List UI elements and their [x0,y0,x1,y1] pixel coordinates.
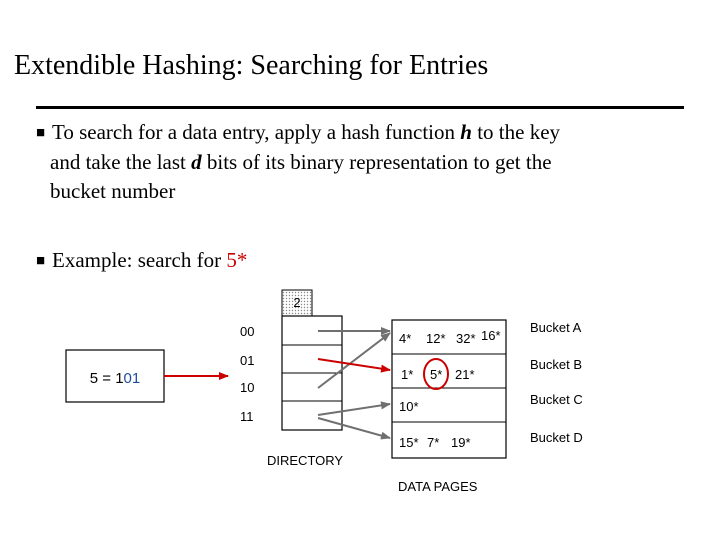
bucket-entry-highlighted: 5* [430,367,443,382]
global-depth-value: 2 [293,295,301,310]
slide-title: Extendible Hashing: Searching for Entries [14,50,489,81]
bullet1-depth: d [191,150,202,174]
directory-entry-11: 11 [240,409,254,424]
hash-input-prefix: 5 = 1 [89,370,124,387]
bullet-marker-icon: ■ [36,125,46,141]
bucket-entry: 1* [401,367,414,382]
bullet1-line1-a: To search for a data entry, apply a hash function [52,120,461,144]
bucket-entry: 32* [456,331,476,346]
bucket-a-label: Bucket A [530,320,582,335]
bucket-c-label: Bucket C [530,392,583,407]
bullet1-hash-function: h [460,120,472,144]
data-pages-label: DATA PAGES [398,479,478,494]
bucket-entry: 15* [399,435,419,450]
bullet2-prefix: Example: search for [52,248,227,272]
bucket-b-label: Bucket B [530,357,583,372]
hash-input-bits: 01 [123,370,141,387]
bullet1-line1-b: to the key [471,120,561,144]
directory-label: DIRECTORY [267,453,344,468]
hash-input-label [90,370,140,387]
directory-entry-01: 01 [240,353,255,368]
bucket-entry: 7* [427,435,440,450]
directory-entry-00: 00 [240,324,255,339]
bullet1-line2-a: and take the last [50,150,192,174]
bucket-entry: 12* [426,331,446,346]
bullet1-line2-b: bits of its binary representation to get the [201,150,552,174]
bullet1-line3: bucket number [50,179,176,203]
bucket-c-entries [399,399,419,414]
bullet-marker-icon: ■ [36,253,46,269]
bucket-entry: 10* [399,399,419,414]
bucket-d-entries [399,435,471,450]
bucket-entry: 19* [451,435,471,450]
directory-entry-10: 10 [240,380,255,395]
bullet2-search-key: 5* [226,248,248,272]
bucket-d-label: Bucket D [530,430,583,445]
bucket-b-entries [401,367,475,382]
bucket-entry: 4* [399,331,412,346]
bucket-entry: 21* [455,367,475,382]
bucket-entry: 16* [481,328,501,343]
